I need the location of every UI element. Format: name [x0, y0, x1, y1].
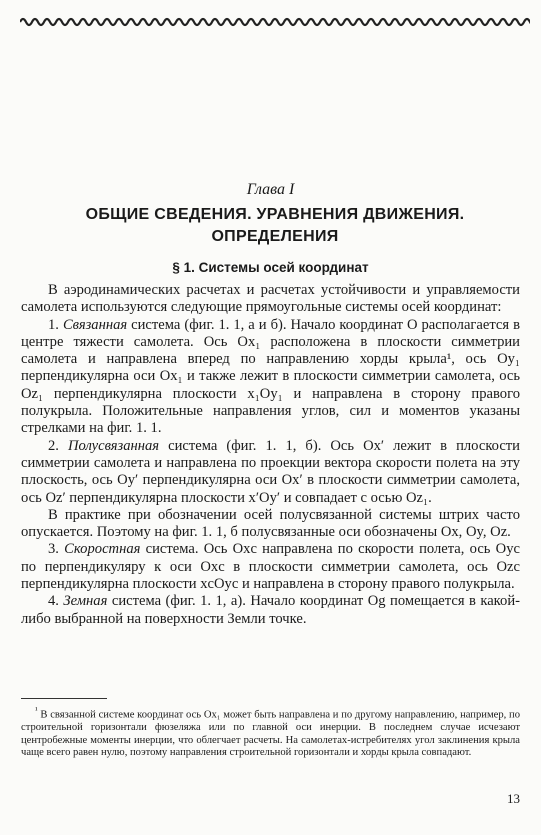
term-semibound-system: Полусвязанная — [67, 437, 160, 454]
footnotes — [21, 704, 520, 760]
paragraph-intro: В аэродинамических расчетах и расчетах устойчивости и управляемости самолета используются следующие прямоугольные системы осей координат: — [21, 282, 520, 316]
chapter-label: Глава I — [246, 181, 295, 198]
paragraph-2: 2. Полусвязанная система (фиг. 1. 1, б). Ось Ox′ лежит в плоскости симметрии самолета и направлена по проекции вектора скорости полета на эту плоскость, ось Oy′ перпендикулярна оси Ox′ в плоскости симметрии самолета, ось Oz′ перпендикулярна плоскости x′Oy′ и совпадает с осью Oz₁. — [21, 437, 520, 506]
section-title: § 1. Системы осей координат — [172, 260, 369, 275]
term-velocity-system: Скоростная — [64, 541, 141, 558]
footnote-marker: ¹ — [35, 705, 38, 715]
paragraph-practice: В практике при обозначении осей полусвязанной системы штрих часто опускается. Поэтому на фиг. 1. 1, б полусвязанные оси обозначены Ox, Oy, Oz. — [21, 506, 520, 541]
footnote-rule — [21, 698, 107, 699]
footnote-1: $^{^1}$ В связанной системе координат ось Ox₁ может быть направлена и по другому направлению, например, по строительной горизонтали фюзеляжа или по главной оси инерции. В последнем случае исчезают центробежные моменты инерции, что облегчает расчеты. На самолетах-истребителях угол заклинения крыла чаще всего равен нулю, поэтому направления строительной горизонтали и хорды крыла совпадают. — [21, 705, 520, 759]
paragraph-1: 1. Связанная система (фиг. 1. 1, а и б). Начало координат О располагается в центре тяжести самолета. Ось Ox₁ расположена в плоскости симметрии самолета и направлена вперед по направлению хорды крыла¹, ось Oy₁ перпендикулярна оси Ox₁ и также лежит в плоскости симметрии самолета, ось Oz₁ перпендикулярна плоскости x₁Oy₁ и направлена в сторону правого полукрыла. Положительные направления углов, сил и моментов указаны стрелками на фиг. 1. 1. — [21, 316, 520, 437]
paragraph-3: 3. Скоростная система. Ось Oxc направлена по скорости полета, ось Oyc по перпендикуляру к оси Oxc в плоскости симметрии самолета, ось Ozc перпендикулярна плоскости xcOyc и направлена в сторону правого полукрыла. — [21, 541, 520, 593]
chapter-title-line1: ОБЩИЕ СВЕДЕНИЯ. УРАВНЕНИЯ ДВИЖЕНИЯ. — [85, 206, 465, 223]
chapter-title-line2: ОПРЕДЕЛЕНИЯ — [211, 228, 339, 245]
term-bound-system: Связанная — [62, 316, 128, 333]
page-number: 13 — [507, 791, 520, 806]
body-text — [21, 282, 520, 628]
term-earth-system: Земная — [63, 593, 108, 610]
decorative-wavy-border — [20, 14, 530, 30]
chapter-title — [40, 204, 510, 248]
paragraph-4: 4. Земная система (фиг. 1. 1, а). Начало координат Og помещается в какой-либо выбранной на поверхности Земли точке. — [21, 593, 520, 627]
